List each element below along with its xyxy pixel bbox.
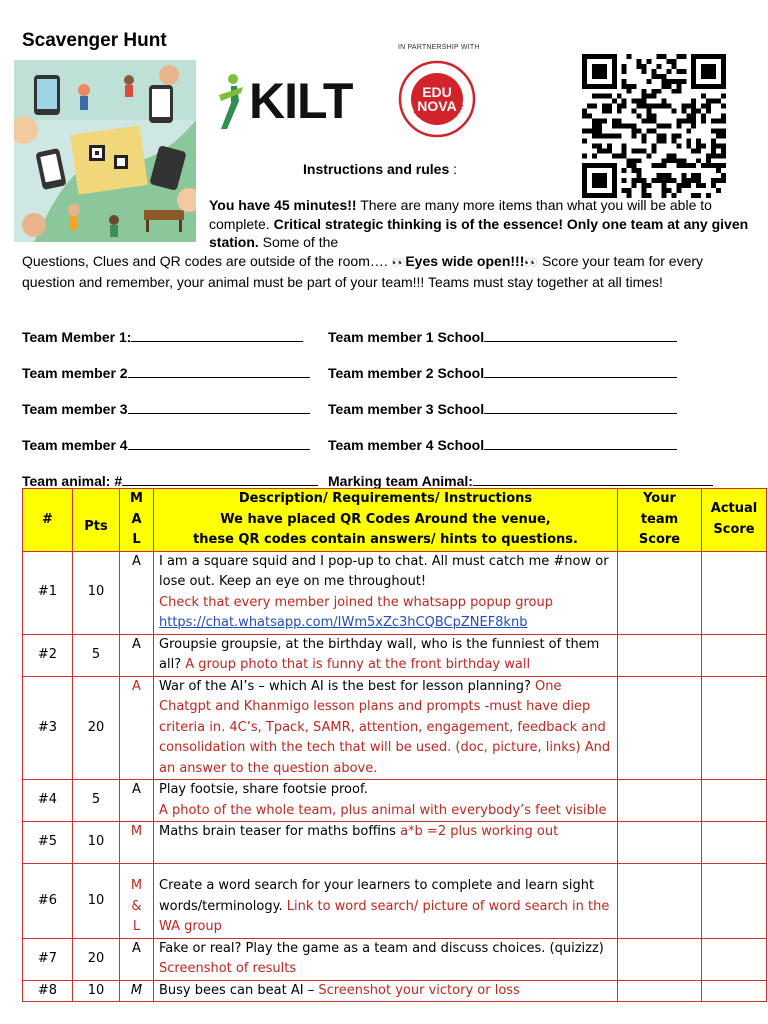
actual-score-cell[interactable] bbox=[702, 634, 767, 676]
field-blank[interactable] bbox=[484, 327, 677, 342]
item-description bbox=[154, 980, 618, 1002]
field-blank[interactable] bbox=[122, 471, 318, 486]
item-number: #2 bbox=[23, 634, 73, 676]
field-blank[interactable] bbox=[473, 471, 713, 486]
item-description bbox=[154, 551, 618, 634]
item-number: #6 bbox=[23, 864, 73, 939]
svg-text:LEARNING TO LEARN: LEARNING TO LEARN bbox=[411, 103, 466, 127]
header-line: Actual bbox=[710, 501, 758, 517]
team-member-1-school-field[interactable] bbox=[328, 327, 677, 345]
header-line: Score bbox=[638, 532, 681, 547]
instructions-paragraph-1 bbox=[209, 196, 749, 252]
field-label: Team member 2 bbox=[22, 365, 128, 381]
team-member-4-field[interactable] bbox=[22, 435, 310, 453]
actual-score-cell[interactable] bbox=[702, 822, 767, 864]
requirement-text: a*b =2 plus working out bbox=[400, 824, 559, 839]
svg-text:NOVA: NOVA bbox=[417, 98, 457, 114]
eyes-icon: 👀 bbox=[524, 257, 539, 269]
item-description bbox=[154, 864, 618, 939]
mal-letter: & bbox=[131, 898, 142, 914]
table-row bbox=[23, 551, 767, 634]
your-team-score-cell[interactable] bbox=[618, 551, 702, 634]
strategy-text: Critical strategic thinking is of the essence! Only one team at any given station. bbox=[209, 215, 749, 250]
item-number: #4 bbox=[23, 780, 73, 822]
item-description bbox=[154, 938, 618, 980]
item-mal-code bbox=[120, 980, 154, 1002]
qr-code[interactable] bbox=[582, 54, 726, 198]
actual-score-cell[interactable] bbox=[702, 864, 767, 939]
description-text: Groupsie groupsie, at the birthday wall, who is the funniest of them all? bbox=[159, 636, 600, 672]
item-points: 5 bbox=[73, 780, 120, 822]
instructions-heading: Instructions and rules : bbox=[303, 161, 458, 177]
field-blank[interactable] bbox=[128, 435, 310, 450]
description-text: Create a word search for your learners to complete and learn sight words/terminology. bbox=[159, 878, 595, 914]
mal-letter: A bbox=[132, 553, 141, 569]
partnership-caption: IN PARTNERSHIP WITH bbox=[398, 44, 480, 51]
field-label: Team member 3 bbox=[22, 401, 128, 417]
item-points: 5 bbox=[73, 634, 120, 676]
header-number: # bbox=[23, 489, 73, 552]
header-mal-l: L bbox=[132, 532, 141, 547]
item-points: 10 bbox=[73, 822, 120, 864]
header-actual-score bbox=[702, 489, 767, 552]
mal-letter: A bbox=[132, 636, 141, 652]
page-title: Scavenger Hunt bbox=[22, 30, 167, 51]
item-mal-code bbox=[120, 780, 154, 822]
table-row bbox=[23, 634, 767, 676]
header-your-team-score bbox=[618, 489, 702, 552]
edunova-seal bbox=[398, 60, 476, 138]
requirement-text: Screenshot of results bbox=[159, 961, 297, 976]
instructions-text-3: Score your team for every question and remember, your animal must be part of your team!!! Teams must stay together at all times! bbox=[22, 253, 704, 290]
whatsapp-group-link[interactable]: https://chat.whatsapp.com/IWm5xZc3hCQBCpZNEF8knb bbox=[159, 615, 528, 630]
instructions-text-2: Questions, Clues and QR codes are outside of the room…. bbox=[22, 253, 392, 269]
item-mal-code bbox=[120, 822, 154, 864]
item-description bbox=[154, 780, 618, 822]
actual-score-cell[interactable] bbox=[702, 938, 767, 980]
item-points: 20 bbox=[73, 676, 120, 780]
instructions-text-tail: Some of the bbox=[258, 234, 339, 250]
kilt-logo-text: KILT bbox=[249, 73, 353, 129]
your-team-score-cell[interactable] bbox=[618, 780, 702, 822]
illustration-image bbox=[14, 60, 196, 242]
item-number: #7 bbox=[23, 938, 73, 980]
your-team-score-cell[interactable] bbox=[618, 676, 702, 780]
svg-text:EDU: EDU bbox=[422, 84, 452, 100]
field-label: Team member 4 bbox=[22, 437, 128, 453]
requirement-text: Link to word search/ picture of word search in the WA group bbox=[159, 898, 610, 934]
field-label: Team animal: # bbox=[22, 473, 123, 489]
field-blank[interactable] bbox=[131, 327, 303, 342]
team-member-4-school-field[interactable] bbox=[328, 435, 677, 453]
table-row bbox=[23, 822, 767, 864]
actual-score-cell[interactable] bbox=[702, 551, 767, 634]
item-number: #8 bbox=[23, 980, 73, 1002]
actual-score-cell[interactable] bbox=[702, 780, 767, 822]
marking-team-animal-field[interactable] bbox=[328, 471, 713, 489]
team-member-1-field[interactable] bbox=[22, 327, 303, 345]
field-label: Team member 4 School bbox=[328, 437, 485, 453]
field-label: Team member 3 School bbox=[328, 401, 485, 417]
requirement-text: Screenshot your victory or loss bbox=[318, 982, 520, 998]
item-mal-code bbox=[120, 551, 154, 634]
table-header-row bbox=[23, 489, 767, 552]
scavenger-hunt-illustration bbox=[14, 60, 196, 242]
item-mal-code bbox=[120, 864, 154, 939]
field-blank[interactable] bbox=[484, 363, 677, 378]
item-points: 20 bbox=[73, 938, 120, 980]
header-description bbox=[154, 489, 618, 552]
header-points: Pts bbox=[73, 489, 120, 552]
table-row bbox=[23, 864, 767, 939]
description-text: War of the AI’s – which AI is the best for lesson planning? bbox=[159, 678, 536, 694]
requirement-text: One Chatgpt and Khanmigo lesson plans and prompts -must have diep criteria in. 4C’s, Tpack, SAMR, attention, engagement, feedback and consolidation with the tech that will be used. (doc, picture, links) And an answer to the question above. bbox=[159, 678, 611, 776]
requirement-text: Check that every member joined the whatsapp popup group bbox=[159, 594, 553, 610]
field-label: Team Member 1: bbox=[22, 329, 132, 345]
field-blank[interactable] bbox=[128, 363, 310, 378]
your-team-score-cell[interactable] bbox=[618, 980, 702, 1002]
item-points: 10 bbox=[73, 864, 120, 939]
mal-letter: A bbox=[132, 940, 141, 956]
table-row bbox=[23, 676, 767, 780]
requirement-text: A photo of the whole team, plus animal with everybody’s feet visible bbox=[159, 802, 607, 818]
your-team-score-cell[interactable] bbox=[618, 864, 702, 939]
description-text: Maths brain teaser for maths boffins bbox=[159, 824, 401, 839]
description-text: I am a square squid and I pop-up to chat. All must catch me #now or lose out. Keep an eye on me throughout! bbox=[159, 553, 609, 589]
instructions-paragraph-2 bbox=[22, 252, 757, 291]
header-line: Your bbox=[643, 491, 676, 506]
description-text: Play footsie, share footsie proof. bbox=[159, 782, 368, 797]
item-number: #5 bbox=[23, 822, 73, 864]
description-text: Busy bees can beat AI – bbox=[159, 982, 319, 998]
field-blank[interactable] bbox=[484, 399, 677, 414]
time-limit-text: You have 45 minutes!! bbox=[209, 197, 357, 213]
item-points: 10 bbox=[73, 980, 120, 1002]
your-team-score-cell[interactable] bbox=[618, 634, 702, 676]
kilt-figure-icon bbox=[215, 73, 245, 129]
table-row bbox=[23, 938, 767, 980]
item-description bbox=[154, 634, 618, 676]
header-mal-a: A bbox=[131, 511, 142, 527]
team-member-3-school-field[interactable] bbox=[328, 399, 677, 417]
item-number: #3 bbox=[23, 676, 73, 780]
spacer bbox=[159, 864, 615, 876]
field-label: Team member 2 School bbox=[328, 365, 485, 381]
scavenger-table bbox=[22, 488, 767, 1002]
requirement-text: A group photo that is funny at the front birthday wall bbox=[185, 657, 531, 672]
eyes-wide-open-text: Eyes wide open!!! bbox=[405, 253, 525, 269]
header-description-line: We have placed QR Codes Around the venue, bbox=[220, 511, 551, 527]
field-blank[interactable] bbox=[484, 435, 677, 450]
field-label: Marking team Animal: bbox=[328, 473, 473, 489]
mal-letter: M bbox=[130, 982, 143, 998]
mal-letter: A bbox=[132, 678, 141, 694]
field-blank[interactable] bbox=[128, 399, 310, 414]
header-mal-m: M bbox=[130, 491, 143, 506]
item-mal-code bbox=[120, 938, 154, 980]
mal-letter: M bbox=[130, 824, 143, 839]
team-member-2-field[interactable] bbox=[22, 363, 310, 381]
kilt-logo bbox=[215, 70, 352, 132]
table-body bbox=[23, 551, 767, 1002]
actual-score-cell[interactable] bbox=[702, 676, 767, 780]
table-row bbox=[23, 780, 767, 822]
your-team-score-cell[interactable] bbox=[618, 938, 702, 980]
mal-letter: M bbox=[130, 878, 143, 893]
field-label: Team member 1 School bbox=[328, 329, 485, 345]
item-number: #1 bbox=[23, 551, 73, 634]
header-description-line: these QR codes contain answers/ hints to questions. bbox=[193, 532, 578, 547]
header-description-line: Description/ Requirements/ Instructions bbox=[238, 491, 533, 506]
instructions-text: There are many more items than what you will be able to complete. bbox=[209, 197, 712, 232]
actual-score-cell[interactable] bbox=[702, 980, 767, 1002]
qr-code-image bbox=[582, 54, 726, 198]
item-points: 10 bbox=[73, 551, 120, 634]
description-text: Fake or real? Play the game as a team and discuss choices. (quizizz) bbox=[159, 940, 604, 956]
mal-letter: L bbox=[132, 919, 141, 934]
header-line: team bbox=[640, 511, 679, 527]
header-line: Score bbox=[713, 521, 755, 537]
eyes-icon: 👀 bbox=[391, 257, 406, 269]
mal-letter: A bbox=[132, 782, 141, 797]
team-member-3-field[interactable] bbox=[22, 399, 310, 417]
item-description bbox=[154, 676, 618, 780]
team-member-2-school-field[interactable] bbox=[328, 363, 677, 381]
item-description bbox=[154, 822, 618, 864]
team-animal-field[interactable] bbox=[22, 471, 318, 489]
table-row bbox=[23, 980, 767, 1002]
edunova-logo bbox=[398, 60, 476, 138]
item-mal-code bbox=[120, 634, 154, 676]
your-team-score-cell[interactable] bbox=[618, 822, 702, 864]
header-mal bbox=[120, 489, 154, 552]
item-mal-code bbox=[120, 676, 154, 780]
